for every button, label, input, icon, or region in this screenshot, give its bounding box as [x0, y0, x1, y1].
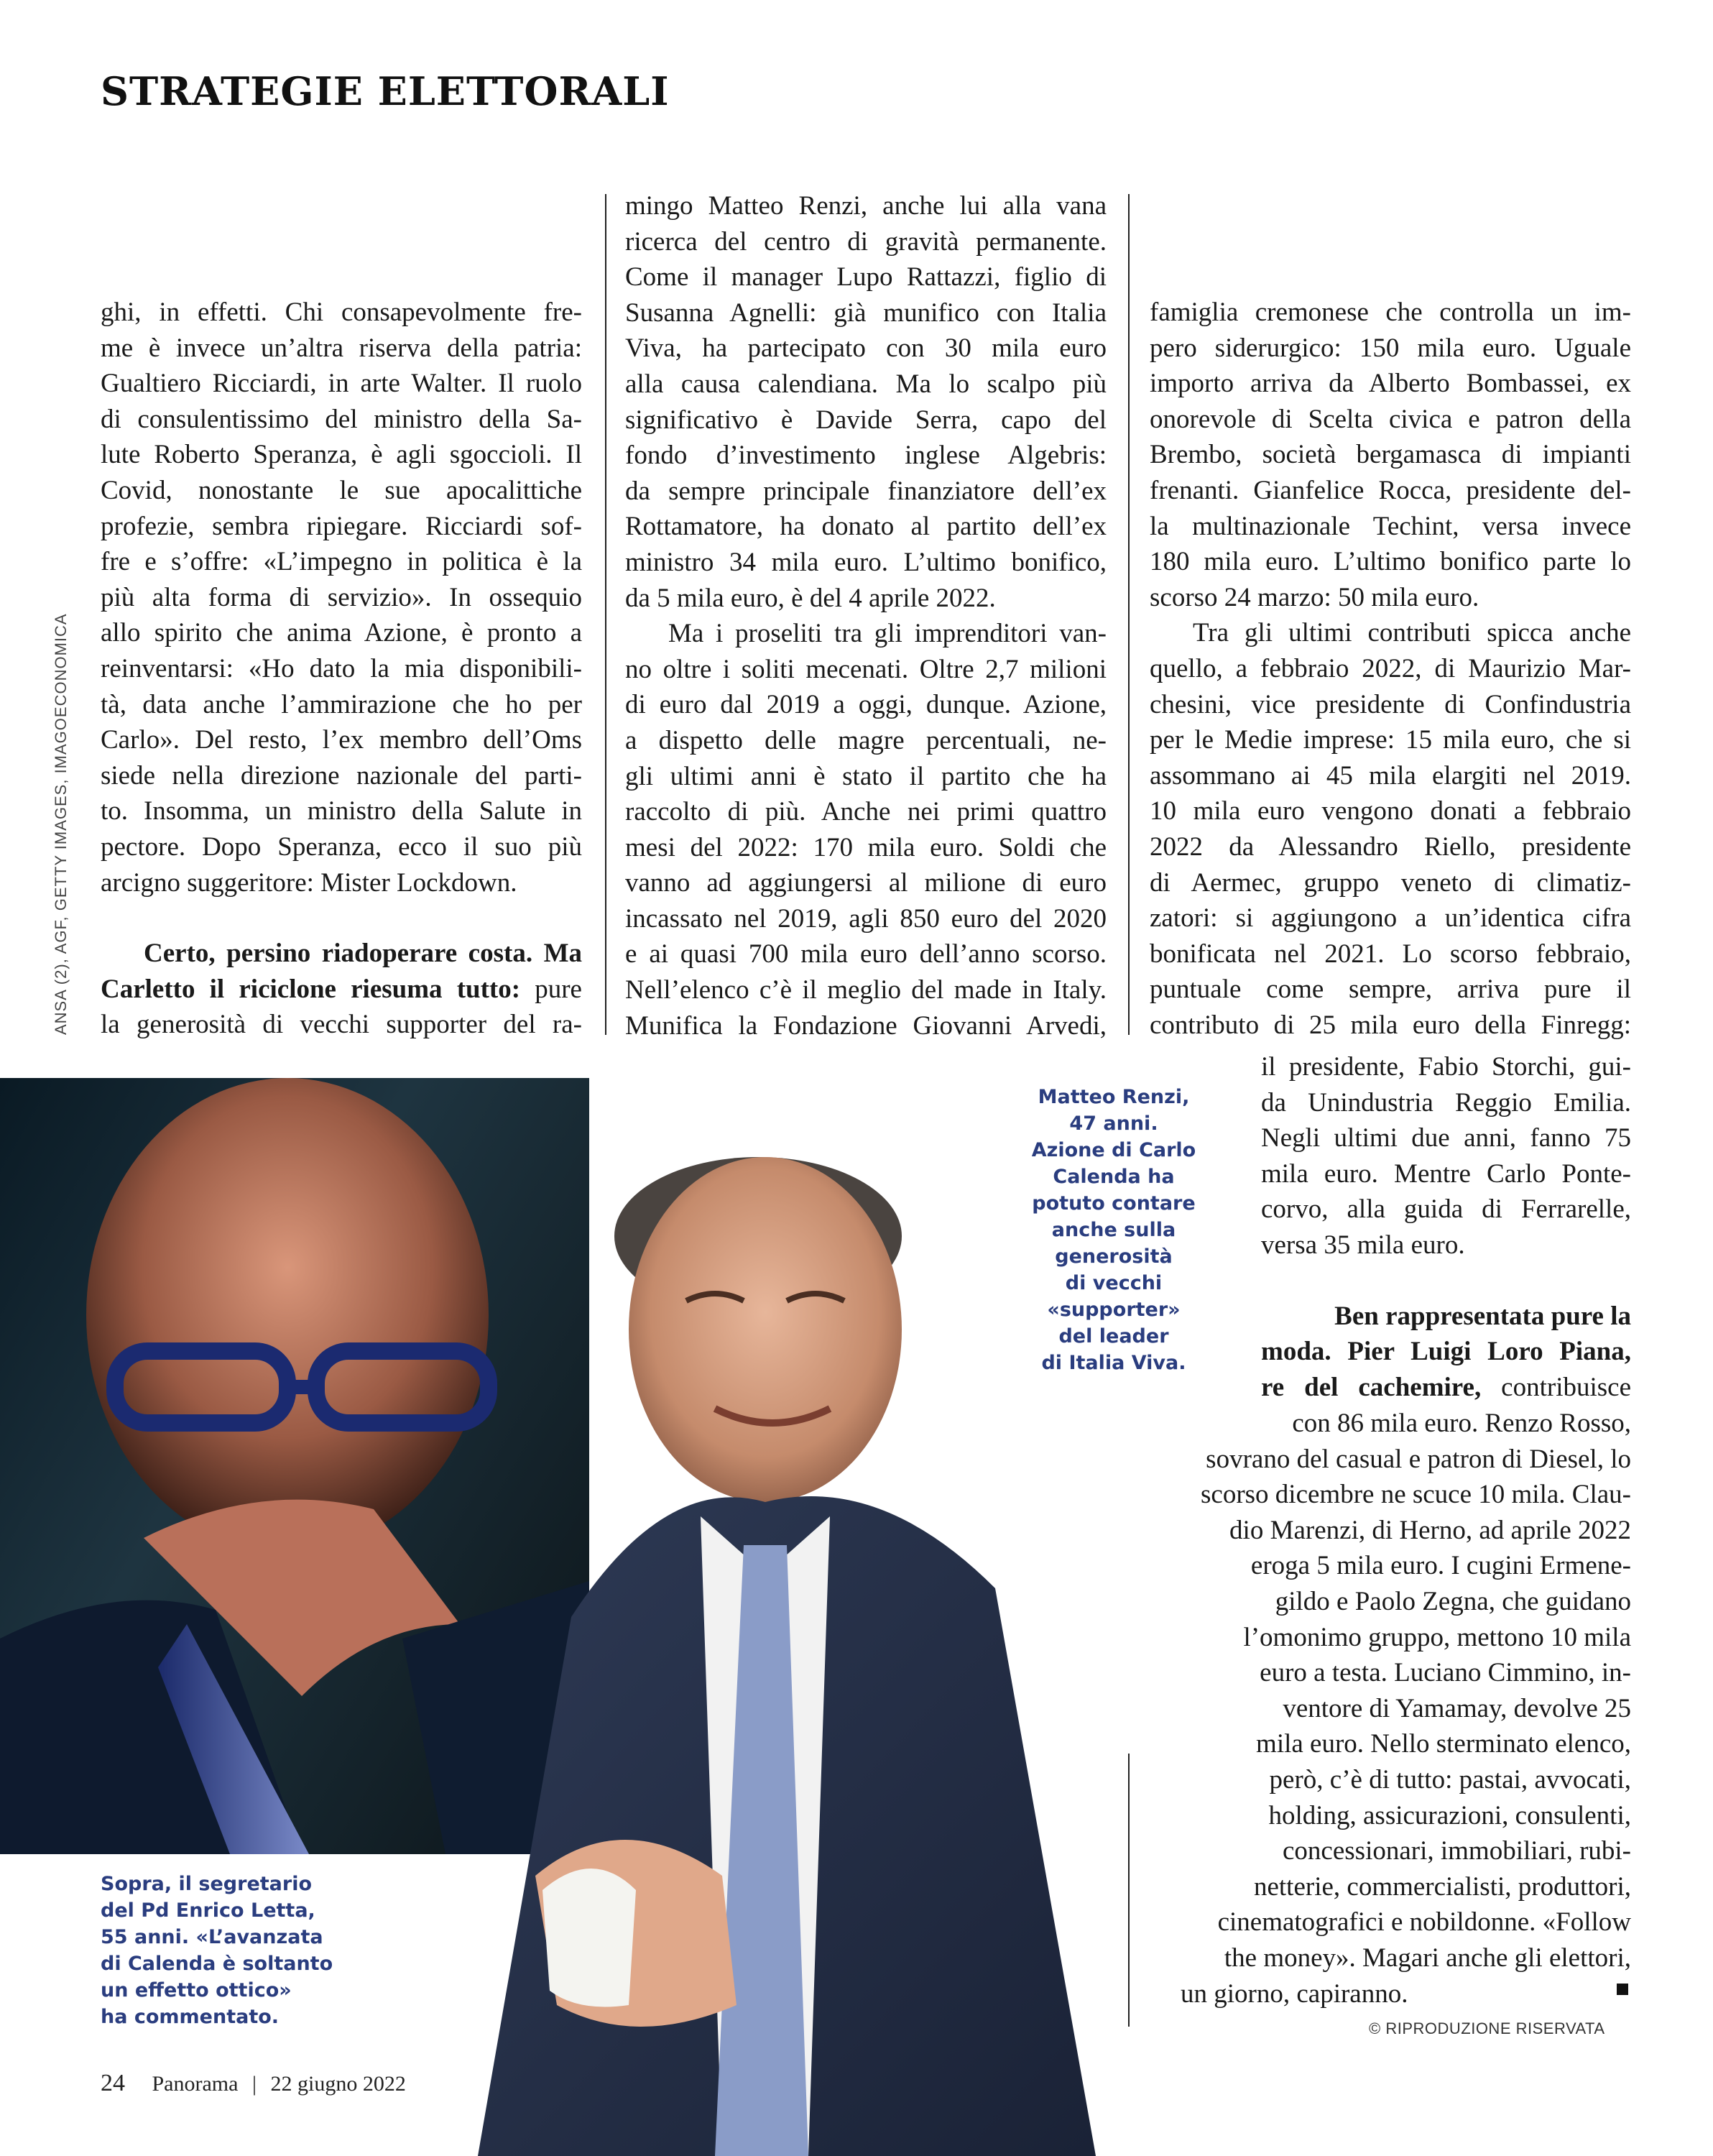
text-line: profezie, sembra ripiegare. Ricciardi sof-	[101, 511, 582, 541]
text-line: incassato nel 2019, agli 850 euro del 2020	[625, 903, 1107, 934]
text-line: Susanna Agnelli: già munifico con Italia	[625, 298, 1107, 328]
text-line: siede nella direzione nazionale del parti-	[101, 760, 582, 791]
column-divider-left	[605, 194, 606, 1035]
article-column-3	[1150, 295, 1631, 1043]
lead-bold: moda. Pier Luigi Loro Piana,	[1261, 1337, 1631, 1367]
lead-bold: Carletto il riciclone riesuma tutto:	[101, 974, 521, 1004]
section-title: STRATEGIE ELETTORALI	[101, 68, 670, 114]
text-line: bonificata nel 2021. Lo scorso febbraio,	[1150, 939, 1631, 969]
text-line-lead	[1261, 1370, 1631, 1406]
text-line: però, c’è di tutto: pastai, avvocati,	[1269, 1764, 1631, 1795]
text-line: Ma i proseliti tra gli imprenditori van-	[668, 619, 1107, 649]
text-line: me è invece un’altra riserva della patria:	[101, 333, 582, 363]
text-line: pectore. Dopo Speranza, ecco il suo più	[101, 831, 582, 862]
text-line: assommano ai 45 mila elargiti nel 2019.	[1150, 760, 1631, 791]
text-line: Rottamatore, ha donato al partito dell’ex	[625, 512, 1107, 542]
text-line: Viva, ha partecipato con 30 mila euro	[625, 333, 1107, 364]
text-line: dio Marenzi, di Herno, ad aprile 2022	[1229, 1515, 1631, 1545]
folio-separator: |	[251, 2072, 257, 2096]
caption-line: Azione di Carlo	[1031, 1139, 1196, 1161]
text-line: mila euro. Mentre Carlo Ponte-	[1261, 1158, 1631, 1189]
column-divider-right	[1128, 194, 1130, 1035]
text-line: con 86 mila euro. Renzo Rosso,	[1292, 1409, 1631, 1438]
caption-line: Sopra, il segretario	[101, 1873, 313, 1895]
magazine-name: Panorama	[152, 2072, 239, 2096]
text-line: tà, data anche l’ammirazione che ho per	[101, 689, 582, 719]
text-line: ricerca del centro di gravità permanente.	[625, 226, 1107, 257]
text-line: scorso 24 marzo: 50 mila euro.	[1150, 582, 1479, 612]
text-line: la generosità di vecchi supporter del ra-	[101, 1010, 582, 1040]
caption-line: di vecchi	[1065, 1272, 1163, 1294]
text-line: gildo e Paolo Zegna, che guidano	[1275, 1586, 1631, 1616]
photo-caption-renzi	[1013, 1084, 1214, 1376]
text-line: Gualtiero Ricciardi, in arte Walter. Il ruolo	[101, 369, 582, 399]
text-line: concessionari, immobiliari, rubi-	[1283, 1836, 1631, 1866]
text-line: fre e s’offre: «L’impegno in politica è la	[101, 547, 582, 577]
caption-line: «supporter»	[1047, 1299, 1181, 1321]
text-line: ventore di Yamamay, devolve 25	[1283, 1693, 1631, 1723]
text-line: a dispetto delle magre percentuali, ne-	[625, 725, 1107, 755]
text-line-lead	[1261, 1334, 1631, 1370]
text-line: quello, a febbraio 2022, di Maurizio Mar-	[1150, 653, 1631, 683]
caption-line: del Pd Enrico Letta,	[101, 1899, 315, 1922]
caption-line: di Italia Viva.	[1041, 1352, 1186, 1374]
text-line: arcigno suggeritore: Mister Lockdown.	[101, 867, 517, 898]
text-line: Carlo». Del resto, l’ex membro dell’Oms	[101, 725, 582, 755]
caption-line: del leader	[1058, 1325, 1169, 1348]
text-line-lead	[101, 936, 582, 972]
text-line: la multinazionale Techint, versa invece	[1150, 511, 1631, 541]
text-line: importo arriva da Alberto Bombassei, ex	[1150, 369, 1631, 399]
text-line: netterie, commercialisti, produttori,	[1253, 1871, 1631, 1902]
text-line: allo spirito che anima Azione, è pronto a	[101, 618, 582, 648]
text-line: l’omonimo gruppo, mettono 10 mila	[1243, 1622, 1631, 1652]
caption-line: 55 anni. «L’avanzata	[101, 1926, 323, 1948]
text-line: versa 35 mila euro.	[1261, 1230, 1465, 1260]
text-line: gli ultimi anni è stato il partito che ha	[625, 761, 1107, 791]
text-line: 2022 da Alessandro Riello, presidente	[1150, 831, 1631, 862]
text-line: da Unindustria Reggio Emilia.	[1261, 1087, 1631, 1118]
text-line: holding, assicurazioni, consulenti,	[1268, 1800, 1631, 1830]
caption-line: potuto contare	[1032, 1192, 1196, 1215]
caption-line: anche sulla	[1051, 1219, 1176, 1241]
text-line: Nell’elenco c’è il meglio del made in Italy.	[625, 975, 1107, 1005]
text-line: più alta forma di servizio». In ossequio	[101, 582, 582, 612]
caption-line: ha commentato.	[101, 2006, 280, 2028]
text-line: da 5 mila euro, è del 4 aprile 2022.	[625, 583, 996, 613]
article-column-2	[625, 188, 1107, 1044]
text-line: mingo Matteo Renzi, anche lui alla vana	[625, 191, 1107, 221]
text-line: vanno ad aggiungersi al milione di euro	[625, 868, 1107, 898]
text-line: Munifica la Fondazione Giovanni Arvedi,	[625, 1010, 1107, 1041]
caption-line: un effetto ottico»	[101, 1979, 292, 2001]
text-line: frenanti. Gianfelice Rocca, presidente del-	[1150, 475, 1631, 505]
text-line: per le Medie imprese: 15 mila euro, che si	[1150, 725, 1631, 755]
copyright-notice: © RIPRODUZIONE RISERVATA	[1369, 2019, 1605, 2037]
text-line: to. Insomma, un ministro della Salute in	[101, 796, 582, 826]
text-line: raccolto di più. Anche nei primi quattro	[625, 797, 1107, 827]
lead-bold: Ben rappresentata pure la	[1334, 1301, 1631, 1331]
text-line: famiglia cremonese che controlla un im-	[1150, 298, 1631, 327]
text-line: no oltre i soliti mecenati. Oltre 2,7 milioni	[625, 654, 1107, 684]
page-number: 24	[101, 2070, 125, 2096]
text-line: un giorno, capiranno.	[1181, 1978, 1408, 2009]
end-of-article-mark	[1617, 1984, 1628, 1995]
article-column-1	[101, 295, 582, 1043]
article-column-3-ragged	[1135, 1406, 1631, 2012]
photo-caption-letta	[101, 1871, 402, 2030]
photo-credit: ANSA (2), AGF, GETTY IMAGES, IMAGOECONOMICA	[52, 613, 70, 1035]
text-line: euro a testa. Luciano Cimmino, in-	[1260, 1658, 1631, 1688]
caption-line: di Calenda è soltanto	[101, 1953, 333, 1975]
caption-line: Matteo Renzi,	[1038, 1086, 1190, 1108]
text-line: mesi del 2022: 170 mila euro. Soldi che	[625, 832, 1107, 862]
text-line: scorso dicembre ne scuce 10 mila. Clau-	[1201, 1480, 1631, 1510]
text-line: reinventarsi: «Ho dato la mia disponibili-	[101, 653, 582, 683]
text-line: di Aermec, gruppo veneto di climatiz-	[1150, 867, 1631, 898]
text-line: 10 mila euro vengono donati a febbraio	[1150, 796, 1631, 826]
caption-line: generosità	[1055, 1245, 1173, 1268]
text-line: onorevole di Scelta civica e patron della	[1150, 404, 1631, 434]
text-line: pero siderurgico: 150 mila euro. Uguale	[1150, 333, 1631, 363]
text-line: mila euro. Nello sterminato elenco,	[1256, 1729, 1631, 1759]
text-line: significativo è Davide Serra, capo del	[625, 405, 1107, 435]
text-line: lute Roberto Speranza, è agli sgoccioli. Il	[101, 440, 582, 470]
text-line: Covid, nonostante le sue apocalittiche	[101, 475, 582, 505]
text-line: 180 mila euro. L’ultimo bonifico parte lo	[1150, 547, 1631, 577]
text-line: ghi, in effetti. Chi consapevolmente fre-	[101, 298, 582, 327]
text-line: the money». Magari anche gli elettori,	[1224, 1943, 1631, 1973]
lead-rest: contribuisce	[1481, 1372, 1632, 1402]
text-line: chesini, vice presidente di Confindustria	[1150, 689, 1631, 719]
text-line: di consulentissimo del ministro della Sa-	[101, 404, 582, 434]
text-line: ministro 34 mila euro. L’ultimo bonifico,	[625, 547, 1107, 577]
text-line: eroga 5 mila euro. I cugini Ermene-	[1250, 1551, 1631, 1581]
text-line-lead	[1261, 1299, 1631, 1335]
text-line: e ai quasi 700 mila euro dell’anno scorso.	[625, 939, 1107, 969]
caption-line: 47 anni.	[1069, 1112, 1158, 1135]
text-line: il presidente, Fabio Storchi, gui-	[1261, 1052, 1631, 1082]
text-line-lead	[101, 972, 582, 1008]
lead-rest: pure	[520, 974, 582, 1004]
text-line: contributo di 25 mila euro della Finregg:	[1150, 1010, 1631, 1040]
page-folio	[101, 2070, 406, 2097]
text-line: cinematografici e nobildonne. «Follow	[1217, 1907, 1631, 1938]
text-line: Brembo, società bergamasca di impianti	[1150, 440, 1631, 470]
article-column-3-narrow	[1261, 1049, 1631, 1405]
text-line: puntuale come sempre, arriva pure il	[1150, 975, 1631, 1005]
text-line: da sempre principale finanziatore dell’ex	[625, 476, 1107, 506]
text-line: Negli ultimi due anni, fanno 75	[1261, 1123, 1631, 1153]
text-line: alla causa calendiana. Ma lo scalpo più	[625, 369, 1107, 399]
text-line: sovrano del casual e patron di Diesel, lo	[1206, 1444, 1631, 1474]
lead-bold: Certo, persino riadoperare costa. Ma	[144, 939, 582, 969]
lead-bold: re del cachemire,	[1261, 1372, 1482, 1402]
text-line: Tra gli ultimi contributi spicca anche	[1193, 618, 1631, 648]
text-line: zatori: si aggiungono a un’identica cifra	[1150, 903, 1631, 934]
text-line: fondo d’investimento inglese Algebris:	[625, 441, 1107, 471]
text-line: di euro dal 2019 a oggi, dunque. Azione,	[625, 690, 1107, 720]
text-line: Come il manager Lupo Rattazzi, figlio di	[625, 262, 1107, 292]
issue-date: 22 giugno 2022	[270, 2072, 406, 2096]
text-line: corvo, alla guida di Ferrarelle,	[1261, 1194, 1631, 1225]
caption-line: Calenda ha	[1053, 1166, 1175, 1188]
